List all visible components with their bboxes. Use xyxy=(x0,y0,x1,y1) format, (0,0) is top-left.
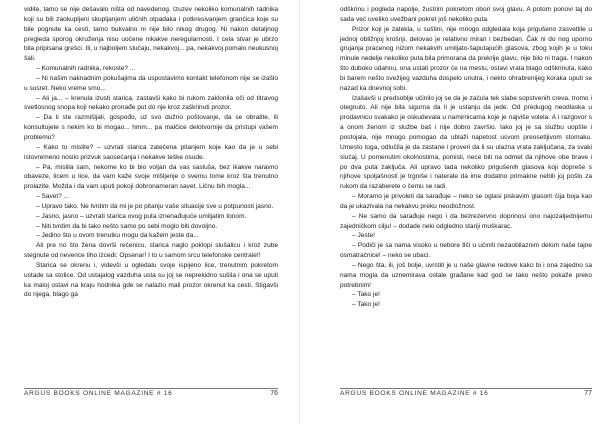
paragraph: – Moramo je privoleti da sarađuje – neko se oglasi piskavim glasom čija boja kao da je ukazivala na nekakvu preku neodložnost. xyxy=(340,193,592,210)
paragraph: odškrinu i pogleda napolje, žustrim pokretom obori svoj glavu. A potom ponovi taj do sada već uveliko uvežbani pokret još nekoliko puta. xyxy=(340,6,592,23)
paragraph: – Savet? ... xyxy=(36,193,70,201)
paragraph: – Podiči je sa nama visoko u nebore tlči u učiniti nezaobilaznim delom naše tajne osmatračnice! – neko se ubaci. xyxy=(340,242,592,260)
paragraph: – Nego šta, ili, još bolje, uvrstiti je u naše glavne redove kako bi i ona zajedno sa nama mogla da uznemirava ostale građane kad god se tako nešto pokaže preko potrebnim! xyxy=(340,261,592,289)
paragraph: Ali pre no što žena dovrši rečenicu, starica naglo poklopi slušalicu i kroz zube stegnute od neverice tiho izcedi: Opsenar! I to u samom srcu telefonske centrale!! xyxy=(24,242,278,260)
paragraph: Starica se okrenu i, videvši u ogledalu svoje ispijeno lice, trenutnim pokretom ustade sa stolice. Od ustajalog vazduha usta su joj se neprekidno sušila i ona se uputi ka maloj ostavi na kraju hodnika gde se nalazio mali prozor okrenut ka cesti. Stigavši do njega, blago ga xyxy=(24,261,278,299)
paragraph: – Komunalnih radnika, rekoste? ... xyxy=(36,65,136,73)
paragraph: Prizor koji je zatekla, u suštini, nije mnogo odgledala koja prigušeno zasvetlile u jednoj obližnjoj krošnji, delovao je relativno miran i bezbedan. Čak ni do nog uporno grujanja pracenog nizom nekakvih umiljato-šaputajućih glasova, zbog kojih je u toku minule nedelje nekoliko puta bila primorana da prekrije glavu, nije bilo ni traga. I nakon što duboko udahnu, ona ustati prozor će na mestu, ostavi vrata blago odškrinuta, kako bi barem nešto svežijeg vazduha dospelo unutra, i nekto ohrabrenijeg koraka uputi se nazad ka dnevnoj sobi. xyxy=(340,25,592,92)
right-page-body xyxy=(340,5,592,310)
paragraph: – Ali ja... – krenula izusti starica, zastavši kako bi rukom zaklonila oči od titravog svetlosnog snopa koji nekako pronađe put do nje kroz zaškrinuti prozor. xyxy=(24,94,278,112)
paragraph: – Da li ste razmišljali, gospođo, uz svo dužno poštovanje, da se obratite, ili konsultujete s nekim ko bi mogao... hmm... pa malčice delotvornije da pristupi vašem problemu? xyxy=(24,114,278,141)
paragraph: vidite, tamo se nije dešavalo ništa od navedenog. Izuzev nekoliko komunalnih radnika koji su bili zaokupljeni skupljanjem uličnih otpadaka i potkresivanjem grančica koje su bile pognute ka cesti, tamo bukvalno ni nije bilo nikog drugog. Ni nakon detaljnog pregleda sporog okruženja nisu uočene nikakve neregularnosti. I cela stvar je ubrzo bila pripisana grešci. Ili, u najboljem slučaju, nekakvoj... pa, nekakvoj pomalo neukusnoj šali. xyxy=(24,6,279,63)
paragraph: – Kako to mislite? – uzvrati starica zatečena pitanjem koje kao da je u sebi istovremeno nosilo prizvuk saosećanja i nekakve teške osude. xyxy=(24,143,278,161)
paragraph: Izašavši u predsoblje učinilo joj se da je začula tek slabe sopstvenih creva, tromo i otegnuto. Ali nije bila sigurna da li je ustanju da jede. Od predugog neodlaska u prodavnicu svakako je oskudevala u namirnicama koje je najviše volela. A i razgovor s a onom ženom iz službe baš i nije dobro završio. Iako joj je sa službu uopšte i postojala, nije mnogo pomogao da ublaži napetost usvom preosetljivom stomaku. Umesto toga, odlučila je da zastane i proveri da li su ulazna vrata zaključana, za svaki slučaj. U pomenutim okolnostima, pomisli, nece biti na odmet da njihove obe brave i po dva puta zaključa. Ali upravo tada nekoliko prigušenih glasova koji dopreše s njihove spoljašnosti je trgniše i naterale da ime dodatno primakne nebili joj pošlo za rukom da razaberete o čemu se radi. xyxy=(340,94,592,191)
page-number: 77 xyxy=(584,390,592,397)
paragraph: – Tako je! xyxy=(352,291,380,299)
page-footer xyxy=(340,388,592,403)
paragraph: – Tako je! xyxy=(352,301,380,309)
magazine-title: ARGUS BOOKS ONLINE MAGAZINE # 16 xyxy=(24,390,173,397)
left-page-body xyxy=(24,5,278,300)
page-number: 76 xyxy=(270,390,278,397)
paragraph: – Niti tvrdim da bi tako nešto samo po sebi moglo biti dovoljno. xyxy=(36,222,218,230)
magazine-title: ARGUS BOOKS ONLINE MAGAZINE # 16 xyxy=(340,390,489,397)
paragraph: – Jasno, jasno – uzvrati starica ovog puta iznenađujuće umiljatim tonom. xyxy=(36,212,247,220)
paragraph: – Ni našim naknadnim pokušajima da uspostavimo kontakt telefonom nije se izašlo u susret. Neko vreme smo... xyxy=(24,74,278,92)
paragraph: – Jeste! xyxy=(352,232,375,240)
right-page xyxy=(300,0,600,424)
paragraph: – Pa, mislila sam, nekome ko bi bio voljan da vas sasluša, bez ikakve naravno obaveze, licem u lice, da vam kaže svoje mišljenje o svemu tome kroz šta trenutno prolazite. Možda i da vam uputi pokoji dobronameran savet. Ličnu bih mogla... xyxy=(24,163,278,191)
paragraph: – Jedino što u ovom trenutku mogu da kažem jeste da... xyxy=(36,232,199,240)
paragraph: – Upravo tako. Ne tvrdim da mi je po pitanju vaše situacije sve u potpunosti jasno. xyxy=(36,202,274,210)
paragraph: – Ne samo da sarađuje nego i da bezrezervno doprinosi ono najozaljednijemu zajedničkom cilju! – dodade neki odgledno stariji muškarac. xyxy=(340,212,592,230)
page-footer xyxy=(24,388,278,403)
